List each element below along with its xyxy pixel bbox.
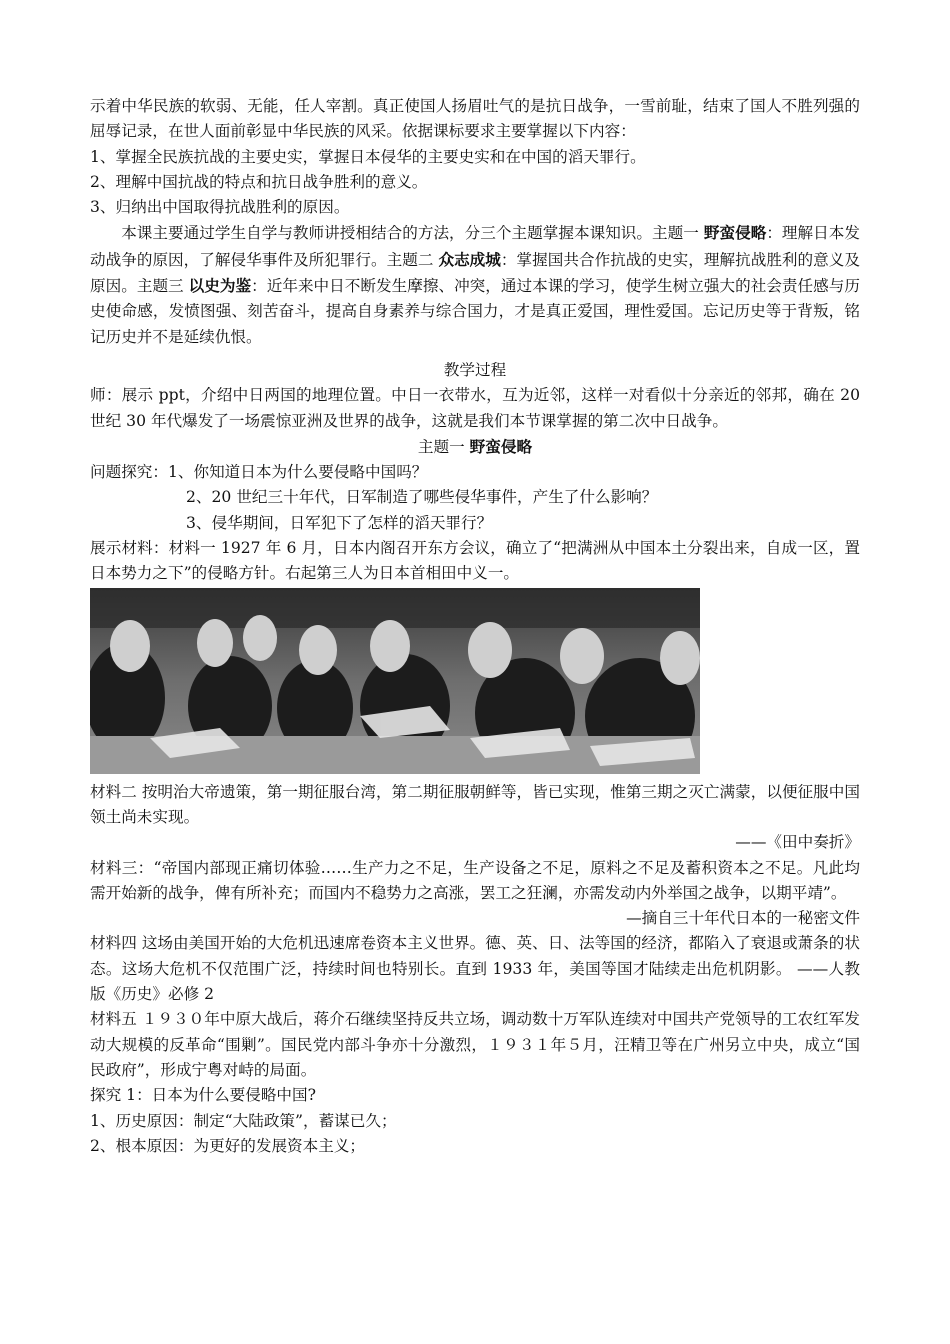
reason-item: 1、历史原因：制定“大陆政策”，蓄谋已久； bbox=[90, 1111, 397, 1130]
exploration-heading: 探究 1：日本为什么要侵略中国? bbox=[90, 1086, 316, 1105]
intro-paragraph: 示着中华民族的软弱、无能，任人宰割。真正使国人扬眉吐气的是抗日战争，一雪前耻，结束了国人不胜列强的屈辱记录，在世人面前彰显中华民族的风采。依据课标要求主要掌握以下内容： bbox=[90, 97, 860, 141]
historical-photo bbox=[90, 588, 700, 774]
teacher-paragraph: 师：展示 ppt，介绍中日两国的地理位置。中日一衣带水，互为近邻，这样一对看似十分亲近的邻邦，确在 20 世纪 30 年代爆发了一场震惊亚洲及世界的战争，这就是我们本节课掌握的第二次中日战争。 bbox=[90, 386, 860, 430]
theme-one-label: 野蛮侵略 bbox=[703, 223, 767, 243]
method-text: ：理解日本发动战争的原因，了解侵华事件及所犯罪行。主题二 bbox=[90, 224, 860, 269]
document-page bbox=[90, 94, 860, 1159]
material-three-source: —摘自三十年代日本的一秘密文件 bbox=[626, 909, 860, 928]
goal-item: 1、掌握全民族抗战的主要史实，掌握日本侵华的主要史实和在中国的滔天罪行。 bbox=[90, 147, 646, 166]
theme-two-label: 众志成城 bbox=[438, 249, 501, 269]
theme-prefix: 主题一 bbox=[417, 437, 470, 456]
theme-three-label: 以史为鉴 bbox=[188, 276, 252, 296]
material-two-source: ——《田中奏折》 bbox=[735, 833, 860, 852]
material-four: 材料四 这场由美国开始的大危机迅速席卷资本主义世界。德、英、日、法等国的经济，都陷入了衰退或萧条的状态。这场大危机不仅范围广泛，持续时间也特别长。直到 1933 年，美国等国才陆续走出危机阴影。 ——人教版《历史》必修 2 bbox=[90, 934, 860, 1004]
material-three: 材料三：“帝国内部现正痛切体验……生产力之不足，生产设备之不足，原料之不足及蓄积资本之不足。凡此均需开始新的战争，俾有所补充；而国内不稳势力之高涨，罢工之狂澜，亦需发动内外举国之战争，以期平靖”。 bbox=[90, 858, 860, 902]
goal-item: 3、归纳出中国取得抗战胜利的原因。 bbox=[90, 198, 350, 217]
question-item: 3、侵华期间，日军犯下了怎样的滔天罪行？ bbox=[186, 513, 493, 532]
section-title: 教学过程 bbox=[443, 360, 507, 379]
method-paragraph bbox=[90, 220, 860, 349]
material-one: 展示材料：材料一 1927 年 6 月，日本内阁召开东方会议，确立了“把满洲从中国本土分裂出来，自成一区，置日本势力之下”的侵略方针。右起第三人为日本首相田中义一。 bbox=[90, 539, 860, 583]
material-five: 材料五 １９３０年中原大战后，蒋介石继续坚持反共立场，调动数十万军队连续对中国共产党领导的工农红军发动大规模的反革命“围剿”。国民党内部斗争亦十分激烈，１９３１年５月，汪精卫等在广州另立中央，成立“国民政府”，形成宁粤对峙的局面。 bbox=[90, 1010, 860, 1079]
reason-item: 2、根本原因：为更好的发展资本主义； bbox=[90, 1136, 366, 1155]
method-text: ：掌握国共合作抗战的史实，理解抗战胜利的意义及原因。主题三 bbox=[90, 250, 860, 296]
material-two: 材料二 按明治大帝遗策，第一期征服台湾，第二期征服朝鲜等，皆已实现，惟第三期之灭亡满蒙，以便征服中国领土尚未实现。 bbox=[90, 782, 860, 826]
question-item: 问题探究：1、你知道日本为什么要侵略中国吗？ bbox=[90, 463, 428, 482]
method-text: 本课主要通过学生自学与教师讲授相结合的方法，分三个主题掌握本课知识。主题一 bbox=[121, 224, 704, 243]
goal-item: 2、理解中国抗战的特点和抗日战争胜利的意义。 bbox=[90, 172, 428, 191]
question-item: 2、20 世纪三十年代，日军制造了哪些侵华事件，产生了什么影响？ bbox=[186, 488, 658, 507]
theme-heading bbox=[90, 434, 860, 460]
theme-title: 野蛮侵略 bbox=[469, 436, 533, 456]
method-text: ：近年来中日不断发生摩擦、冲突，通过本课的学习，使学生树立强大的社会责任感与历史使命感，发愤图强、刻苦奋斗，提高自身素养与综合国力，才是真正爱国，理性爱国。忘记历史等于背叛，铭记历史并不是延续仇恨。 bbox=[90, 277, 860, 346]
